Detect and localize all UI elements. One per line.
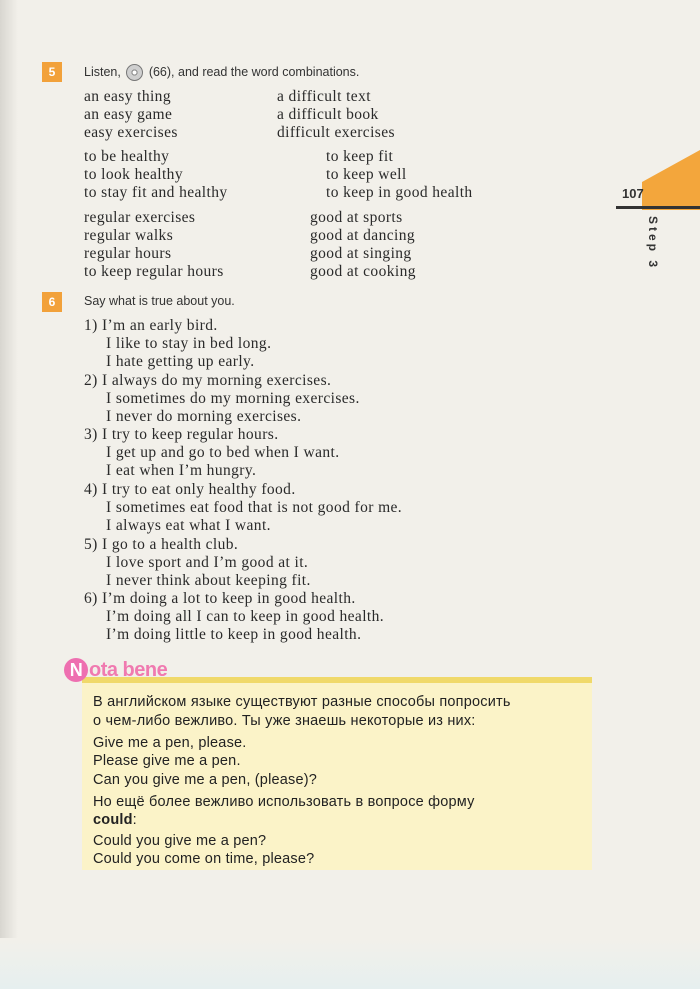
statement-line: I always eat what I want. bbox=[106, 517, 271, 534]
example-line: Give me a pen, please. bbox=[93, 735, 247, 751]
word-combination: to stay fit and healthy bbox=[84, 184, 228, 201]
page-bottom-edge bbox=[0, 938, 700, 989]
statement-line: I’m doing all I can to keep in good health. bbox=[106, 608, 385, 625]
word-combination: to keep fit bbox=[326, 148, 394, 165]
statement-line: I never do morning exercises. bbox=[106, 408, 302, 425]
statement-line: I like to stay in bed long. bbox=[106, 335, 272, 352]
word-combination: an easy thing bbox=[84, 88, 171, 105]
rule-text-line bbox=[93, 812, 137, 828]
statement-line: I love sport and I’m good at it. bbox=[106, 554, 309, 571]
rule-text-line: В английском языке существуют разные способы попросить bbox=[93, 694, 511, 710]
example-line: Could you give me a pen? bbox=[93, 833, 267, 849]
rule-text-line: о чем-либо вежливо. Ты уже знаешь некоторые из них: bbox=[93, 713, 476, 729]
example-line: Could you come on time, please? bbox=[93, 851, 315, 867]
word-combination: easy exercises bbox=[84, 124, 178, 141]
word-combination: regular hours bbox=[84, 245, 172, 262]
word-combination: good at sports bbox=[310, 209, 403, 226]
statement-line: I’m doing little to keep in good health. bbox=[106, 626, 362, 643]
exercise-6-badge: 6 bbox=[42, 292, 62, 312]
statement-line: I get up and go to bed when I want. bbox=[106, 444, 340, 461]
exercise-5-badge: 5 bbox=[42, 62, 62, 82]
word-combination: an easy game bbox=[84, 106, 173, 123]
word-combination: good at singing bbox=[310, 245, 412, 262]
cd-audio-icon[interactable] bbox=[126, 64, 143, 81]
statement-line: I hate getting up early. bbox=[106, 353, 255, 370]
word-combination: good at dancing bbox=[310, 227, 416, 244]
step-label: Step 3 bbox=[646, 216, 660, 271]
statement-line: 1) I’m an early bird. bbox=[84, 317, 218, 334]
statement-line: 3) I try to keep regular hours. bbox=[84, 426, 279, 443]
word-combination: a difficult book bbox=[277, 106, 379, 123]
word-combination: to be healthy bbox=[84, 148, 170, 165]
instruction-listen: Listen, bbox=[84, 64, 121, 79]
word-combination: difficult exercises bbox=[277, 124, 395, 141]
could-keyword: could bbox=[93, 812, 133, 828]
page-gutter-shadow bbox=[0, 0, 18, 989]
statement-line: I never think about keeping fit. bbox=[106, 572, 311, 589]
magnifier-icon: N bbox=[64, 658, 88, 682]
word-combination: regular exercises bbox=[84, 209, 196, 226]
word-combination: to keep well bbox=[326, 166, 407, 183]
word-combination: regular walks bbox=[84, 227, 174, 244]
word-combination: good at cooking bbox=[310, 263, 416, 280]
word-combination: a difficult text bbox=[277, 88, 371, 105]
page-number-rule bbox=[616, 206, 700, 209]
example-line: Can you give me a pen, (please)? bbox=[93, 772, 318, 788]
word-combination: to keep regular hours bbox=[84, 263, 224, 280]
colon: : bbox=[132, 812, 137, 828]
statement-line: I eat when I’m hungry. bbox=[106, 462, 257, 479]
step-tab-shape bbox=[622, 150, 700, 210]
nota-bene-logo bbox=[64, 658, 167, 682]
rule-text-line: Но ещё более вежливо использовать в вопросе форму bbox=[93, 794, 475, 810]
statement-line: 2) I always do my morning exercises. bbox=[84, 372, 332, 389]
statement-line: 6) I’m doing a lot to keep in good health. bbox=[84, 590, 356, 607]
word-combination: to look healthy bbox=[84, 166, 183, 183]
statement-line: 5) I go to a health club. bbox=[84, 536, 239, 553]
exercise-6-instruction: Say what is true about you. bbox=[84, 294, 235, 308]
example-line: Please give me a pen. bbox=[93, 753, 241, 769]
page-number: 107 bbox=[622, 186, 644, 201]
nota-bene-logo-text: ota bene bbox=[89, 659, 168, 681]
instruction-rest: (66), and read the word combinations. bbox=[148, 64, 360, 79]
statement-line: I sometimes do my morning exercises. bbox=[106, 390, 360, 407]
word-combination: to keep in good health bbox=[326, 184, 473, 201]
statement-line: 4) I try to eat only healthy food. bbox=[84, 481, 296, 498]
exercise-5-instruction bbox=[84, 64, 359, 81]
statement-line: I sometimes eat food that is not good for me. bbox=[106, 499, 403, 516]
